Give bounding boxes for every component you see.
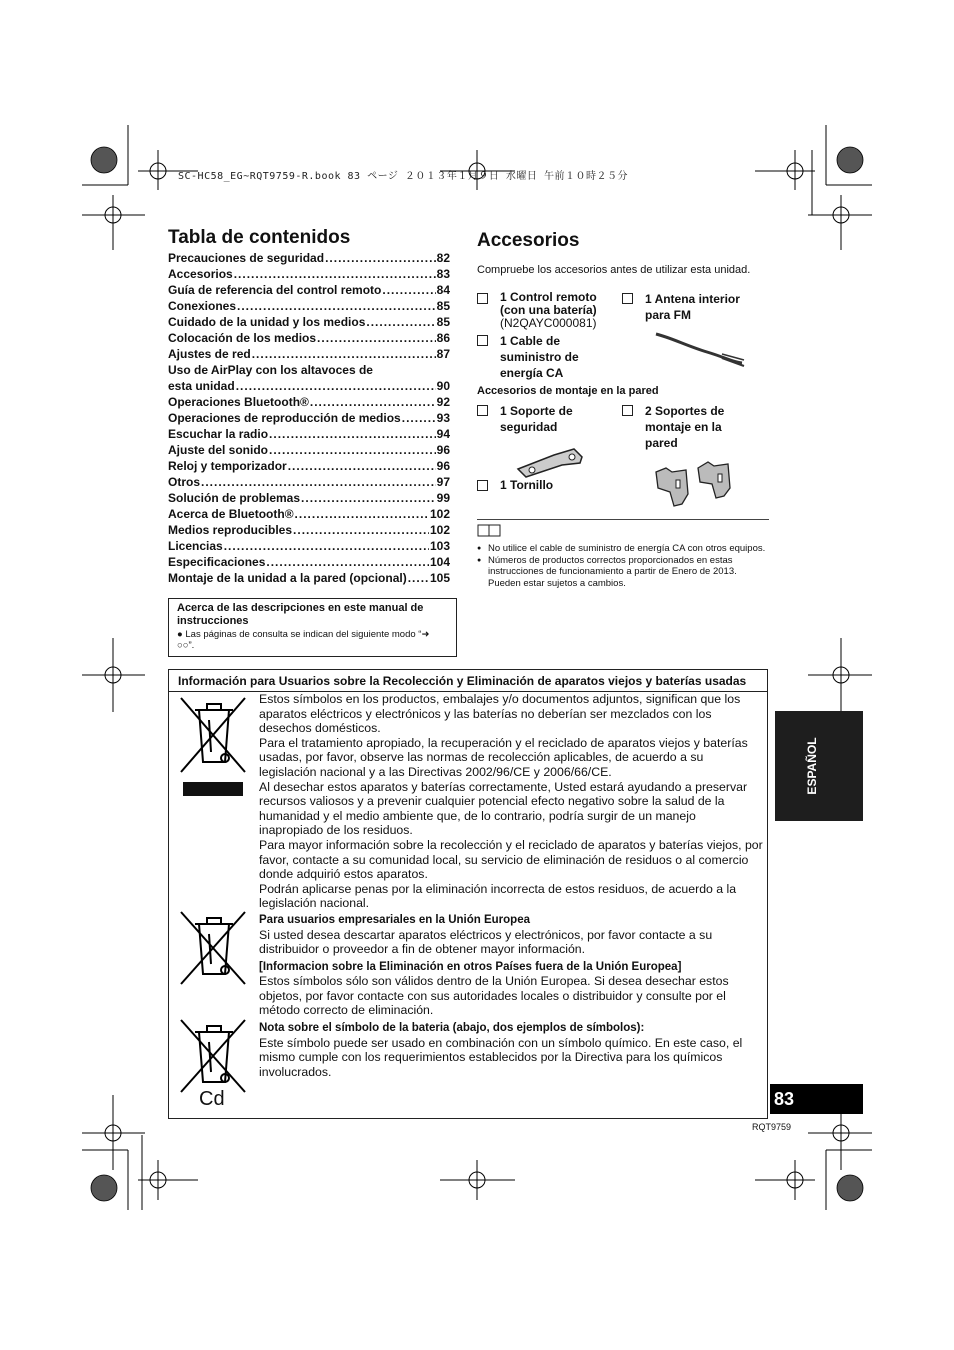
toc-leader — [295, 506, 429, 522]
safety-holder-image — [512, 445, 587, 480]
toc-row — [168, 522, 450, 538]
toc-row — [168, 282, 450, 298]
toc-page: 97 — [436, 475, 450, 489]
language-tab: ESPAÑOL — [775, 711, 863, 821]
toc-row — [168, 554, 450, 570]
toc-page: 86 — [436, 331, 450, 345]
toc-row — [168, 330, 450, 346]
toc-page: 85 — [436, 315, 450, 329]
toc-leader — [317, 330, 436, 346]
toc-page: 87 — [436, 347, 450, 361]
doc-code: RQT9759 — [752, 1122, 792, 1132]
toc-label: Colocación de los medios — [168, 331, 317, 345]
toc-row — [168, 346, 450, 362]
accessory-ac-cable: 1 Cable de suministro de energía CA — [477, 333, 607, 381]
toc-leader — [269, 442, 436, 458]
toc-row — [168, 490, 450, 506]
toc-leader — [288, 458, 436, 474]
toc-leader — [237, 298, 436, 314]
accessory-safety-holder: 1 Soporte de seguridad — [477, 403, 607, 435]
toc-label: Medios reproducibles — [168, 523, 293, 537]
toc-page: 85 — [436, 299, 450, 313]
toc-list — [168, 250, 450, 586]
toc-label: Reloj y temporizador — [168, 459, 287, 473]
toc-leader — [301, 490, 436, 506]
toc-row — [168, 570, 450, 586]
toc-page: 82 — [436, 251, 450, 265]
cd-symbol: Cd — [199, 1088, 225, 1110]
toc-leader — [382, 282, 435, 298]
toc-label: Escuchar la radio — [168, 427, 269, 441]
disposal-title: Información para Usuarios sobre la Recolección y Eliminación de aparatos viejos y baterías usadas — [178, 674, 747, 688]
toc-title: Tabla de contenidos — [168, 227, 351, 248]
checkbox-icon — [477, 480, 488, 491]
note-book-icon — [477, 524, 503, 538]
wall-brackets-image — [652, 458, 742, 508]
toc-leader — [234, 266, 436, 282]
toc-row — [168, 506, 450, 522]
toc-page: 103 — [429, 539, 450, 553]
toc-label: Operaciones de reproducción de medios — [168, 411, 401, 425]
note-item: ● Números de productos correctos proporcionados en estas instrucciones de funcionamiento a partir de Enero de 2013. Pueden estar sujetos a cambios. — [477, 555, 769, 590]
crossed-bin-icon — [177, 908, 247, 988]
toc-leader — [310, 394, 436, 410]
toc-leader — [236, 378, 436, 394]
toc-leader — [408, 570, 429, 586]
checkbox-icon — [477, 335, 488, 346]
toc-page: 102 — [429, 523, 450, 537]
toc-label: Guía de referencia del control remoto — [168, 283, 382, 297]
page-number: 83 — [770, 1084, 863, 1114]
toc-label: Licencias — [168, 539, 223, 553]
toc-leader — [293, 522, 429, 538]
toc-label: Acerca de Bluetooth® — [168, 507, 294, 521]
toc-leader — [266, 554, 429, 570]
toc-page: 96 — [436, 443, 450, 457]
toc-row — [168, 378, 450, 394]
toc-page: 94 — [436, 427, 450, 441]
checkbox-icon — [622, 293, 633, 304]
toc-row — [168, 538, 450, 554]
toc-label: Operaciones Bluetooth® — [168, 395, 309, 409]
toc-leader — [269, 426, 436, 442]
accessories-title: Accesorios — [477, 230, 580, 251]
toc-page: 92 — [436, 395, 450, 409]
descriptions-note-box — [168, 598, 457, 657]
toc-row — [168, 394, 450, 410]
checkbox-icon — [477, 405, 488, 416]
toc-leader — [252, 346, 436, 362]
checkbox-icon — [622, 405, 633, 416]
accessory-antenna: 1 Antena interior para FM — [622, 291, 762, 323]
toc-label: Cuidado de la unidad y los medios — [168, 315, 366, 329]
toc-page: 102 — [429, 507, 450, 521]
toc-row — [168, 474, 450, 490]
disposal-info-box — [168, 669, 768, 1119]
print-header: SC-HC58_EG~RQT9759-R.book 83 ページ ２０１３年１月９日 水曜日 午前１０時２５分 — [178, 171, 628, 182]
toc-row — [168, 298, 450, 314]
toc-page: 90 — [436, 379, 450, 393]
toc-leader — [402, 410, 436, 426]
toc-page: 84 — [436, 283, 450, 297]
toc-leader — [224, 538, 429, 554]
crossed-bin-icon — [177, 1016, 247, 1096]
toc-label: Conexiones — [168, 299, 237, 313]
crossed-bin-icon — [177, 692, 247, 802]
toc-page: 83 — [436, 267, 450, 281]
wall-accessories-title: Accesorios de montaje en la pared — [477, 385, 659, 397]
toc-label: Montaje de la unidad a la pared (opcional) — [168, 571, 407, 585]
toc-row — [168, 266, 450, 282]
toc-row — [168, 426, 450, 442]
disposal-text: Estos símbolos en los productos, embalajes y/o documentos adjuntos, significan que los aparatos eléctricos y electrónicos y las baterías no deberían ser mezclados con los desechos domésticos. Para el tratamiento apropiado, la recuperación y el reciclado de aparatos viejos y baterías usadas, por favor, observe las normas de recolección aplicables, de acuerdo a su legislación nacional y a las Directivas 2002/96/CE y 2006/66/CE. Al desechar estos aparatos y baterías correctamente, Usted estará ayudando a preservar recursos valiosos y a prevenir cualquier potencial efecto negativo sobre la salud de la humanidad y el medio ambiente que, de lo contrario, podría surgir de un manejo inapropiado de los residuos. Para mayor información sobre la recolección y el reciclado de aparatos y baterías viejos, por favor, contacte a su comunidad local, su servicio de eliminación de residuos o al comercio donde adquirió estos aparatos. Podrán aplicarse penas por la eliminación incorrecta de estos residuos, de acuerdo a la legislación nacional. Para usuarios empresariales en la Unión Europea Si usted desea descartar aparatos eléctricos y electrónicos, por favor contacte a su distribuidor o proveedor a fin de obtener mayor información. [Informacion sobre la Eliminación en otros Países fuera de la Unión Europea] Estos símbolos sólo son válidos dentro de la Unión Europea. Si desea desechar estos objetos, por favor contacte con sus autoridades locales o distribuidor y consulte por el método correcto de eliminación. Nota sobre el símbolo de la bateria (abajo, dos ejemplos de símbolos): Este símbolo puede ser usado en combinación con un símbolo químico. En este caso, el mismo cumple con los requerimientos establecidos por la Directiva para los químicos involucrados. — [259, 692, 763, 1079]
toc-leader — [201, 474, 436, 490]
toc-page: 96 — [436, 459, 450, 473]
toc-row — [168, 250, 450, 266]
descriptions-note-bullet: ● Las páginas de consulta se indican del siguiente modo “➜ ○○”. — [177, 629, 430, 651]
accessories-section — [477, 230, 769, 277]
toc-label: Accesorios — [168, 267, 233, 281]
toc-label: Ajuste del sonido — [168, 443, 269, 457]
toc-row-prefix: Uso de AirPlay con los altavoces de — [168, 363, 373, 377]
toc-row — [168, 410, 450, 426]
accessories-notes — [477, 519, 769, 589]
toc-row — [168, 458, 450, 474]
checkbox-icon — [477, 293, 488, 304]
toc-page: 99 — [436, 491, 450, 505]
toc-label: Ajustes de red — [168, 347, 251, 361]
toc-page: 93 — [436, 411, 450, 425]
toc-label: Especificaciones — [168, 555, 266, 569]
accessory-screw: 1 Tornillo — [477, 478, 607, 493]
toc-label: Otros — [168, 475, 201, 489]
toc-page: 104 — [429, 555, 450, 569]
toc-label: Solución de problemas — [168, 491, 301, 505]
fm-antenna-image — [652, 330, 747, 370]
toc-row — [168, 442, 450, 458]
note-item: ● No utilice el cable de suministro de energía CA con otros equipos. — [477, 543, 769, 555]
toc-row — [168, 314, 450, 330]
toc-leader — [366, 314, 435, 330]
toc-label: Precauciones de seguridad — [168, 251, 325, 265]
toc-leader — [325, 250, 436, 266]
accessory-wall-brackets: 2 Soportes de montaje en la pared — [622, 403, 762, 451]
accessory-remote: 1 Control remoto (con una batería) (N2QAYC000081) — [477, 291, 617, 330]
accessories-intro: Compruebe los accesorios antes de utilizar esta unidad. — [477, 264, 751, 276]
toc-page: 105 — [429, 571, 450, 585]
toc-label: esta unidad — [168, 379, 235, 393]
descriptions-note-title: Acerca de las descripciones en este manual de instrucciones — [177, 602, 424, 627]
